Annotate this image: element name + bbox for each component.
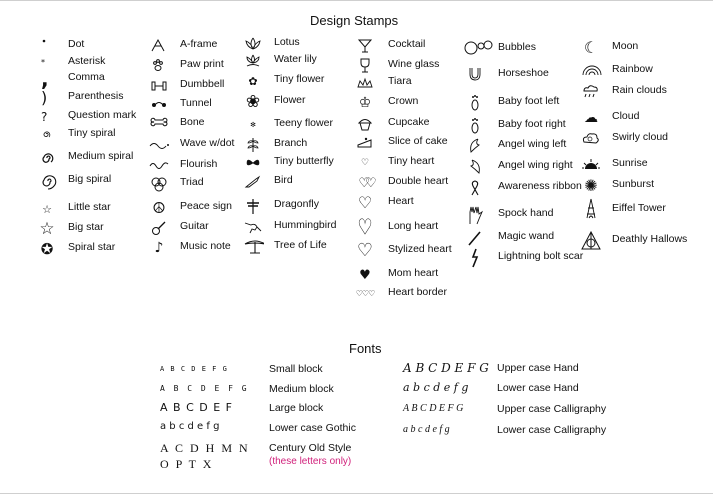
stamp-label: Rain clouds	[612, 84, 667, 96]
stamp-label: Tunnel	[180, 97, 212, 109]
sunrise-icon	[580, 155, 602, 175]
heart-icon: ♡	[357, 193, 373, 212]
font-sample-lower-hand: a b c d e f g	[403, 381, 469, 394]
paw-print-icon	[148, 56, 170, 76]
double-heart-icon: ♡♡	[358, 175, 372, 191]
stamp-label: Heart	[388, 195, 414, 207]
stamp-label: Cloud	[612, 110, 640, 122]
stamp-label: Asterisk	[68, 55, 106, 67]
long-heart-icon: ♡	[357, 214, 373, 241]
triad-icon	[148, 174, 170, 194]
stamp-label: Tiny flower	[274, 73, 325, 85]
font-label: Upper case Hand	[497, 362, 579, 374]
stamp-label: Double heart	[388, 175, 449, 187]
font-label: Lower case Gothic	[269, 422, 356, 434]
cocktail-icon	[354, 36, 376, 56]
font-sample-large-block: A B C D E F	[160, 401, 233, 414]
stamp-label: Guitar	[180, 220, 209, 232]
crown-icon: ♔	[358, 95, 372, 111]
stamp-label: Parenthesis	[68, 90, 124, 102]
bird-icon	[242, 172, 264, 192]
stamp-label: A-frame	[180, 38, 218, 50]
stamp-label: Awareness ribbon	[498, 180, 582, 192]
font-label: Lower case Hand	[497, 382, 579, 394]
spiral-star-icon: ✪	[40, 239, 54, 258]
stamp-label: Tree of Life	[274, 239, 327, 251]
tiny-heart-icon: ♡	[360, 157, 370, 168]
lightning-bolt-icon	[464, 248, 486, 268]
stamp-label: Tiara	[388, 75, 412, 87]
tiny-flower-icon: ✿	[248, 74, 258, 88]
stamp-label: Rainbow	[612, 63, 653, 75]
rainbow-icon	[580, 61, 602, 81]
angel-wing-right-icon	[464, 157, 486, 177]
stamp-label: Baby foot left	[498, 95, 560, 107]
design-stamps-title: Design Stamps	[310, 13, 399, 28]
font-label: Lower case Calligraphy	[497, 424, 607, 436]
a-frame-icon	[148, 36, 170, 56]
stamp-label: Mom heart	[388, 267, 439, 279]
stamp-label: Wine glass	[388, 58, 440, 70]
cupcake-icon	[354, 114, 376, 134]
stylized-heart-icon: ♡	[356, 240, 374, 261]
stamp-label: Music note	[180, 240, 231, 252]
stamp-label: Comma	[68, 71, 105, 83]
horseshoe-icon	[464, 65, 486, 85]
bubbles-icon	[464, 39, 494, 59]
wave-dot-icon	[148, 135, 170, 155]
stamp-label: Angel wing left	[498, 138, 567, 150]
stamp-label: Long heart	[388, 220, 439, 232]
cloud-icon: ☁	[584, 110, 598, 126]
branch-icon	[242, 135, 264, 155]
stamp-label: Spock hand	[498, 207, 554, 219]
spock-hand-icon	[464, 205, 486, 225]
sunburst-icon: ✺	[584, 176, 598, 195]
tiara-icon	[354, 73, 376, 93]
stamp-label: Stylized heart	[388, 243, 452, 255]
stamp-label: Bird	[274, 174, 293, 186]
stamp-label: Horseshoe	[498, 67, 549, 79]
font-label: Small block	[269, 363, 323, 375]
stamp-label: Spiral star	[68, 241, 116, 253]
eiffel-tower-icon	[580, 200, 602, 220]
stamp-label: Swirly cloud	[612, 131, 669, 143]
dragonfly-icon	[242, 196, 264, 216]
hummingbird-icon	[242, 217, 264, 237]
stamp-label: Dragonfly	[274, 198, 319, 210]
medium-spiral-icon	[36, 148, 58, 168]
stamp-label: Lotus	[274, 36, 300, 48]
stamp-label: Flourish	[180, 158, 218, 170]
stamp-label: Sunrise	[612, 157, 648, 169]
stamp-label: Cupcake	[388, 116, 430, 128]
stamp-label: Branch	[274, 137, 308, 149]
fonts-title: Fonts	[349, 341, 382, 356]
parenthesis-icon: )	[41, 88, 48, 107]
stamp-label: Bone	[180, 116, 205, 128]
tiny-butterfly-icon	[242, 153, 264, 173]
stamp-label: Hummingbird	[274, 219, 337, 231]
font-label: Large block	[269, 402, 324, 414]
stamp-label: Moon	[612, 40, 639, 52]
font-sample-century-old-style-2: O P T X	[160, 457, 214, 471]
moon-icon: ☾	[583, 38, 599, 57]
stamp-label: Flower	[274, 94, 306, 106]
asterisk-icon: *	[41, 58, 45, 67]
tunnel-icon	[148, 95, 170, 115]
stamp-label: Cocktail	[388, 38, 426, 50]
water-lily-icon	[242, 51, 264, 71]
stamp-label: Lightning bolt scar	[498, 250, 584, 262]
deathly-hallows-icon	[580, 231, 602, 251]
little-star-icon: ☆	[42, 202, 52, 216]
stamp-label: Peace sign	[180, 200, 232, 212]
heart-border-icon: ♡♡♡	[355, 289, 375, 298]
stamp-label: Medium spiral	[68, 150, 134, 162]
stamp-label: Big star	[68, 221, 104, 233]
big-spiral-icon	[36, 171, 58, 191]
tiny-spiral-icon	[36, 125, 58, 145]
stamp-label: Tiny heart	[388, 155, 435, 167]
font-sample-medium-block: A B C D E F G	[160, 384, 249, 393]
stamp-label: Bubbles	[498, 41, 536, 53]
font-sample-small-block: A B C D E F G	[160, 365, 228, 373]
stamp-label: Dot	[68, 38, 85, 50]
stamp-label: Paw print	[180, 58, 224, 70]
font-sample-century-old-style: A C D H M N	[160, 441, 250, 455]
stamp-label: Big spiral	[68, 173, 112, 185]
question-mark-icon: ?	[41, 110, 48, 124]
stamp-label: Magic wand	[498, 230, 555, 242]
stamp-label: Wave w/dot	[180, 137, 235, 149]
stamp-label: Tiny butterfly	[274, 155, 334, 167]
swirly-cloud-icon	[580, 129, 602, 149]
stamp-label: Water lily	[274, 53, 317, 65]
music-note-icon: ♪	[154, 240, 164, 256]
flower-icon: ❀	[245, 91, 261, 112]
font-label: Century Old Style	[269, 442, 352, 454]
stamp-label: Little star	[68, 201, 111, 213]
font-sample-lower-calligraphy: a b c d e f g	[403, 424, 450, 435]
angel-wing-left-icon	[464, 136, 486, 156]
flourish-icon	[148, 156, 170, 176]
big-star-icon: ☆	[39, 218, 55, 239]
stamp-label: Heart border	[388, 286, 447, 298]
dumbbell-icon	[148, 76, 170, 96]
mom-heart-icon: ♥	[359, 267, 371, 283]
font-label: Upper case Calligraphy	[497, 403, 607, 415]
stamp-label: Baby foot right	[498, 118, 566, 130]
stamp-label: Dumbbell	[180, 78, 225, 90]
font-label: Medium block	[269, 383, 334, 395]
stamp-label: Question mark	[68, 109, 137, 121]
font-sample-upper-hand: A B C D E F G	[403, 361, 489, 375]
font-sample-upper-calligraphy: A B C D E F G	[403, 403, 464, 414]
magic-wand-icon	[464, 228, 486, 248]
stamp-label: Angel wing right	[498, 159, 573, 171]
peace-sign-icon: ☮	[152, 198, 166, 217]
rain-clouds-icon	[580, 82, 602, 102]
stamp-label: Sunburst	[612, 178, 655, 190]
guitar-icon	[148, 218, 170, 238]
stamp-label: Deathly Hallows	[612, 233, 688, 245]
stamp-label: Crown	[388, 95, 419, 107]
bone-icon	[148, 114, 170, 134]
teeny-flower-icon: ✻	[250, 120, 256, 129]
font-note: (these letters only)	[269, 456, 352, 467]
awareness-ribbon-icon	[464, 178, 486, 198]
stamp-label: Slice of cake	[388, 135, 448, 147]
stamp-label: Eiffel Tower	[612, 202, 666, 214]
baby-foot-left-icon	[464, 93, 486, 113]
baby-foot-right-icon	[464, 116, 486, 136]
stamp-label: Teeny flower	[274, 117, 333, 129]
stamp-label: Triad	[180, 176, 204, 188]
tree-of-life-icon	[242, 237, 264, 257]
font-sample-lower-gothic: a b c d e f g	[160, 421, 220, 432]
slice-of-cake-icon	[354, 133, 376, 153]
stamp-label: Tiny spiral	[68, 127, 116, 139]
comma-icon: ,	[41, 67, 49, 91]
